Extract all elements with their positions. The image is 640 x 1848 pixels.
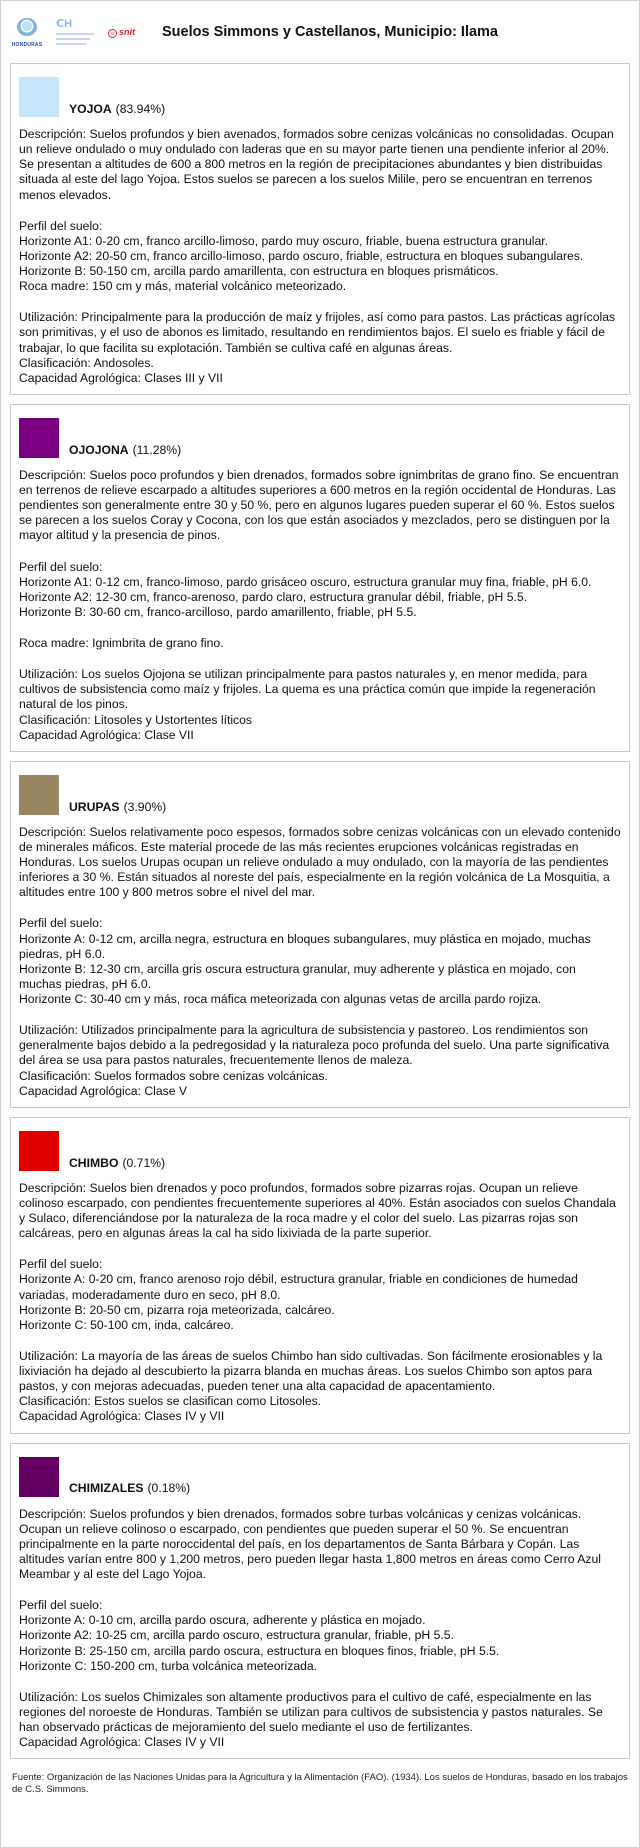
- soil-classification: Clasificación: Andosoles.: [19, 355, 154, 370]
- soil-card-header: [19, 1127, 621, 1171]
- snit-logo: [108, 22, 148, 44]
- soil-profile-heading: Perfil del suelo:: [19, 916, 103, 931]
- soil-usage: [19, 1349, 621, 1425]
- soil-classification: Clasificación: Litosoles y Ustortentes líticos: [19, 712, 253, 727]
- soil-usage-text: Utilización: La mayoría de las áreas de suelos Chimbo han sido cultivadas. Son fácilmente erosionables y la lixiviación ha dejado al descubierto la pizarra blanda en muchas áreas. Los suelos Chimbo son aptos para pastos, y con mejoras adecuadas, pueden tener una alta capacidad de apacentamiento.: [19, 1348, 603, 1394]
- soil-horizon: Horizonte A: 0-20 cm, franco arenoso rojo débil, estructura granular, friable en condiciones de humedad variadas, moderadamente duro en seco, pH 8.0.: [19, 1272, 578, 1302]
- soil-card: [10, 1117, 630, 1434]
- soil-profile-heading: Perfil del suelo:: [19, 218, 103, 233]
- soil-name: CHIMBO: [69, 1155, 119, 1170]
- soil-usage: [19, 1023, 621, 1099]
- soil-card: [10, 63, 630, 395]
- soil-profile: [19, 560, 621, 621]
- soil-percent: (11.28%): [132, 442, 182, 457]
- icf-logo-line: [56, 43, 86, 45]
- soil-description: Descripción: Suelos relativamente poco espesos, formados sobre cenizas volcánicas con un elevado contenido de minerales máficos. Este material procede de las más recientes erupciones volcánicas registradas en Honduras. Los suelos Urupas ocupan un relieve ondulado a muy ondulado, con la mayoría de las pendientes inferiores a 30 %. Están situados al noreste del país, especialmente en la región volcánica de La Mosquitia, a altitudes entre 100 y 800 metros sobre el nivel del mar.: [19, 824, 621, 900]
- soil-profile-heading: Perfil del suelo:: [19, 1257, 103, 1272]
- honduras-emblem-icon: [17, 18, 37, 36]
- icf-logo-line: [56, 38, 90, 40]
- soil-horizon: Horizonte A1: 0-12 cm, franco-limoso, pardo grisáceo oscuro, estructura granular muy fina, friable, pH 6.0.: [19, 574, 592, 589]
- soil-description: Descripción: Suelos profundos y bien drenados, formados sobre turbas volcánicas y cenizas volcánicas. Ocupan un relieve colinoso o escarpado, con pendientes que pueden superar el 50 %. Se encuentran principalmente en la parte noroccidental del país, en los departamentos de Santa Bárbara y Copán. Las altitudes varían entre 800 y 1,200 metros, pero pueden llegar hasta 1,800 metros en áreas como Cerro Azul Meambar y al este del Lago Yojoa.: [19, 1506, 601, 1581]
- soil-usage: [19, 1690, 621, 1751]
- soil-profile: [19, 1598, 621, 1674]
- soil-horizon: Horizonte C: 50-100 cm, inda, calcáreo.: [19, 1317, 234, 1332]
- soil-usage-text: Utilización: Utilizados principalmente para la agricultura de subsistencia y pastoreo. Los rendimientos son generalmente bajos debido a la pedregosidad y la naturaleza poco profunda del suelo. Una parte significativa del área se usa para pastos naturales, frecuentemente llenos de maleza.: [19, 1023, 610, 1068]
- soil-capacity: Capacidad Agrológica: Clases III y VII: [19, 370, 223, 385]
- soil-profile-heading: Perfil del suelo:: [19, 1598, 103, 1613]
- soil-percent: (83.94%): [115, 101, 166, 116]
- soil-usage-text: Utilización: Principalmente para la producción de maíz y frijoles, así como para pastos. Las prácticas agrícolas son primitivas, y el uso de abonos es limitado, resultando en rendimientos bajos. El suelo es friable y fácil de trabajar, lo que facilita su explotación. También se cultiva café en algunas áreas.: [19, 310, 616, 355]
- soil-capacity: Capacidad Agrológica: Clase VII: [19, 727, 194, 742]
- footer-source: Fuente: Organización de las Naciones Unidas para la Agricultura y la Alimentación (FAO). (1934). Los suelos de Honduras, basado en los trabajos de C.S. Simmons.: [12, 1772, 628, 1795]
- page-title: Suelos Simmons y Castellanos, Municipio: Ilama: [162, 24, 498, 41]
- soil-horizon: Horizonte B: 20-50 cm, pizarra roja meteorizada, calcáreo.: [19, 1302, 335, 1317]
- soil-profile: [19, 219, 621, 295]
- soil-name: OJOJONA: [69, 442, 129, 457]
- icf-mark-icon: ⅭH: [56, 18, 73, 30]
- soil-card-header: [19, 1453, 621, 1497]
- soil-name: CHIMIZALES: [69, 1481, 144, 1496]
- soil-capacity: Capacidad Agrológica: Clases IV y VII: [19, 1735, 225, 1750]
- soil-color-swatch: [19, 77, 59, 117]
- soil-card: [10, 404, 630, 752]
- soil-capacity: Capacidad Agrológica: Clase V: [19, 1083, 188, 1098]
- soil-horizon: Horizonte A2: 20-50 cm, franco arcillo-limoso, pardo oscuro, friable, estructura en bloques subangulares.: [19, 248, 584, 263]
- soil-name: URUPAS: [69, 799, 120, 814]
- soil-card-header: [19, 414, 621, 458]
- soil-percent: (0.18%): [147, 1481, 191, 1496]
- soil-horizon: Horizonte B: 12-30 cm, arcilla gris oscura estructura granular, muy adherente y plástica en mojado, con muchas piedras, pH 6.0.: [19, 961, 576, 991]
- soil-description: Descripción: Suelos profundos y bien avenados, formados sobre cenizas volcánicas no consolidadas. Ocupan un relieve ondulado o muy ondulado con laderas que en su mayor parte tienen una pendiente inferior al 20%. Se presentan a altitudes de 600 a 800 metros en la región de precipitaciones abundantes y bien distribuidas situada al este del lago Yojoa. Estos suelos se parecen a los suelos Milile, pero se encuentran en terrenos menos elevados.: [19, 127, 614, 202]
- soil-color-swatch: [19, 775, 59, 815]
- logo-strip: [10, 18, 162, 48]
- soil-profile-heading: Perfil del suelo:: [19, 559, 103, 574]
- snit-globe-icon: [108, 29, 117, 38]
- soil-horizon: Horizonte A1: 0-20 cm, franco arcillo-limoso, pardo muy oscuro, friable, buena estructura granular.: [19, 233, 549, 248]
- soil-horizon: Roca madre: 150 cm y más, material volcánico meteorizado.: [19, 279, 347, 294]
- soil-horizon: Horizonte A: 0-12 cm, arcilla negra, estructura en bloques subangulares, muy plástica en mojado, muchas piedras, pH 6.0.: [19, 931, 591, 961]
- soil-percent: (0.71%): [122, 1155, 166, 1170]
- soil-color-swatch: [19, 1131, 59, 1171]
- soil-horizon: Horizonte C: 150-200 cm, turba volcánica meteorizada.: [19, 1658, 318, 1673]
- soil-usage-text: Utilización: Los suelos Ojojona se utilizan principalmente para pastos naturales y, en menor medida, para cultivos de subsistencia como maíz y frijoles. La quema es una práctica común que impide la regeneración natural de los pinos.: [19, 667, 596, 712]
- soil-card: [10, 761, 630, 1108]
- soil-capacity: Capacidad Agrológica: Clases IV y VII: [19, 1409, 225, 1424]
- soil-profile: [19, 1257, 621, 1333]
- soil-classification: Clasificación: Estos suelos se clasifican como Litosoles.: [19, 1394, 322, 1409]
- soil-color-swatch: [19, 1457, 59, 1497]
- honduras-logo: [10, 18, 44, 48]
- soil-horizon: Horizonte A2: 10-25 cm, arcilla pardo oscuro, estructura granular, friable, pH 5.5.: [19, 1628, 454, 1643]
- soil-horizon: Horizonte A2: 12-30 cm, franco-arenoso, pardo claro, estructura granular débil, friable, pH 5.5.: [19, 589, 528, 604]
- soil-usage: [19, 310, 621, 386]
- soil-color-swatch: [19, 418, 59, 458]
- soil-description: Descripción: Suelos poco profundos y bien drenados, formados sobre ignimbritas de grano fino. Se encuentran en terrenos de relieve escarpado a altitudes superiores a 600 metros en la región occidental de Honduras. Las pendientes son generalmente entre 30 y 50 %, pero en algunos lugares pueden superar el 60 %. Estos suelos se parecen a los suelos Coray y Cocona, con los que están asociados y mezclados, pero se distinguen por la mayor altitud y la presencia de pinos.: [19, 467, 619, 543]
- soil-description: Descripción: Suelos bien drenados y poco profundos, formados sobre pizarras rojas. Ocupan un relieve colinoso escarpado, con pendientes frecuentemente superiores al 40%. Están asociados con suelos Chandala y Sulaco, diferenciándose por la naturaleza de la roca madre y el color del suelo. Las pizarras rojas son calcáreas, pero en algunas áreas la cal ha sido lixiviada de la parte superior.: [19, 1180, 616, 1241]
- soil-horizon: Horizonte B: 30-60 cm, franco-arcilloso, pardo amarillento, friable, pH 5.5.: [19, 604, 417, 619]
- soil-card: [10, 1443, 630, 1760]
- soil-classification: Clasificación: Suelos formados sobre cenizas volcánicas.: [19, 1068, 328, 1083]
- soil-parent-rock: Roca madre: Ignimbrita de grano fino.: [19, 636, 224, 650]
- soil-list: [10, 63, 630, 1759]
- soil-usage: [19, 667, 621, 743]
- soil-usage-text: Utilización: Los suelos Chimizales son altamente productivos para el cultivo de café, especialmente en las regiones del noroeste de Honduras. También se utilizan para cultivos de subsistencia y pastos naturales. Se han observado prácticas de mejoramiento del suelo mediante el uso de fertilizantes.: [19, 1689, 603, 1734]
- soil-card-header: [19, 771, 621, 815]
- header: [10, 15, 630, 51]
- soil-horizon: Horizonte C: 30-40 cm y más, roca máfica meteorizada con algunas vetas de arcilla pardo rojiza.: [19, 992, 542, 1006]
- soil-horizon: Horizonte A: 0-10 cm, arcilla pardo oscura, adherente y plástica en mojado.: [19, 1613, 426, 1628]
- soil-name: YOJOA: [69, 101, 112, 116]
- soil-horizon: Horizonte B: 50-150 cm, arcilla pardo amarillenta, con estructura en bloques prismáticos.: [19, 264, 499, 278]
- honduras-logo-text: HONDURAS: [11, 41, 43, 48]
- soil-horizon: Horizonte B: 25-150 cm, arcilla pardo oscura, estructura en bloques finos, friable, pH 5.5.: [19, 1643, 500, 1658]
- soil-percent: (3.90%): [123, 799, 167, 814]
- soil-card-header: [19, 73, 621, 117]
- soil-profile: [19, 916, 621, 1007]
- snit-logo-text: snit: [119, 27, 136, 38]
- icf-logo: [54, 18, 98, 48]
- icf-logo-line: [56, 33, 94, 35]
